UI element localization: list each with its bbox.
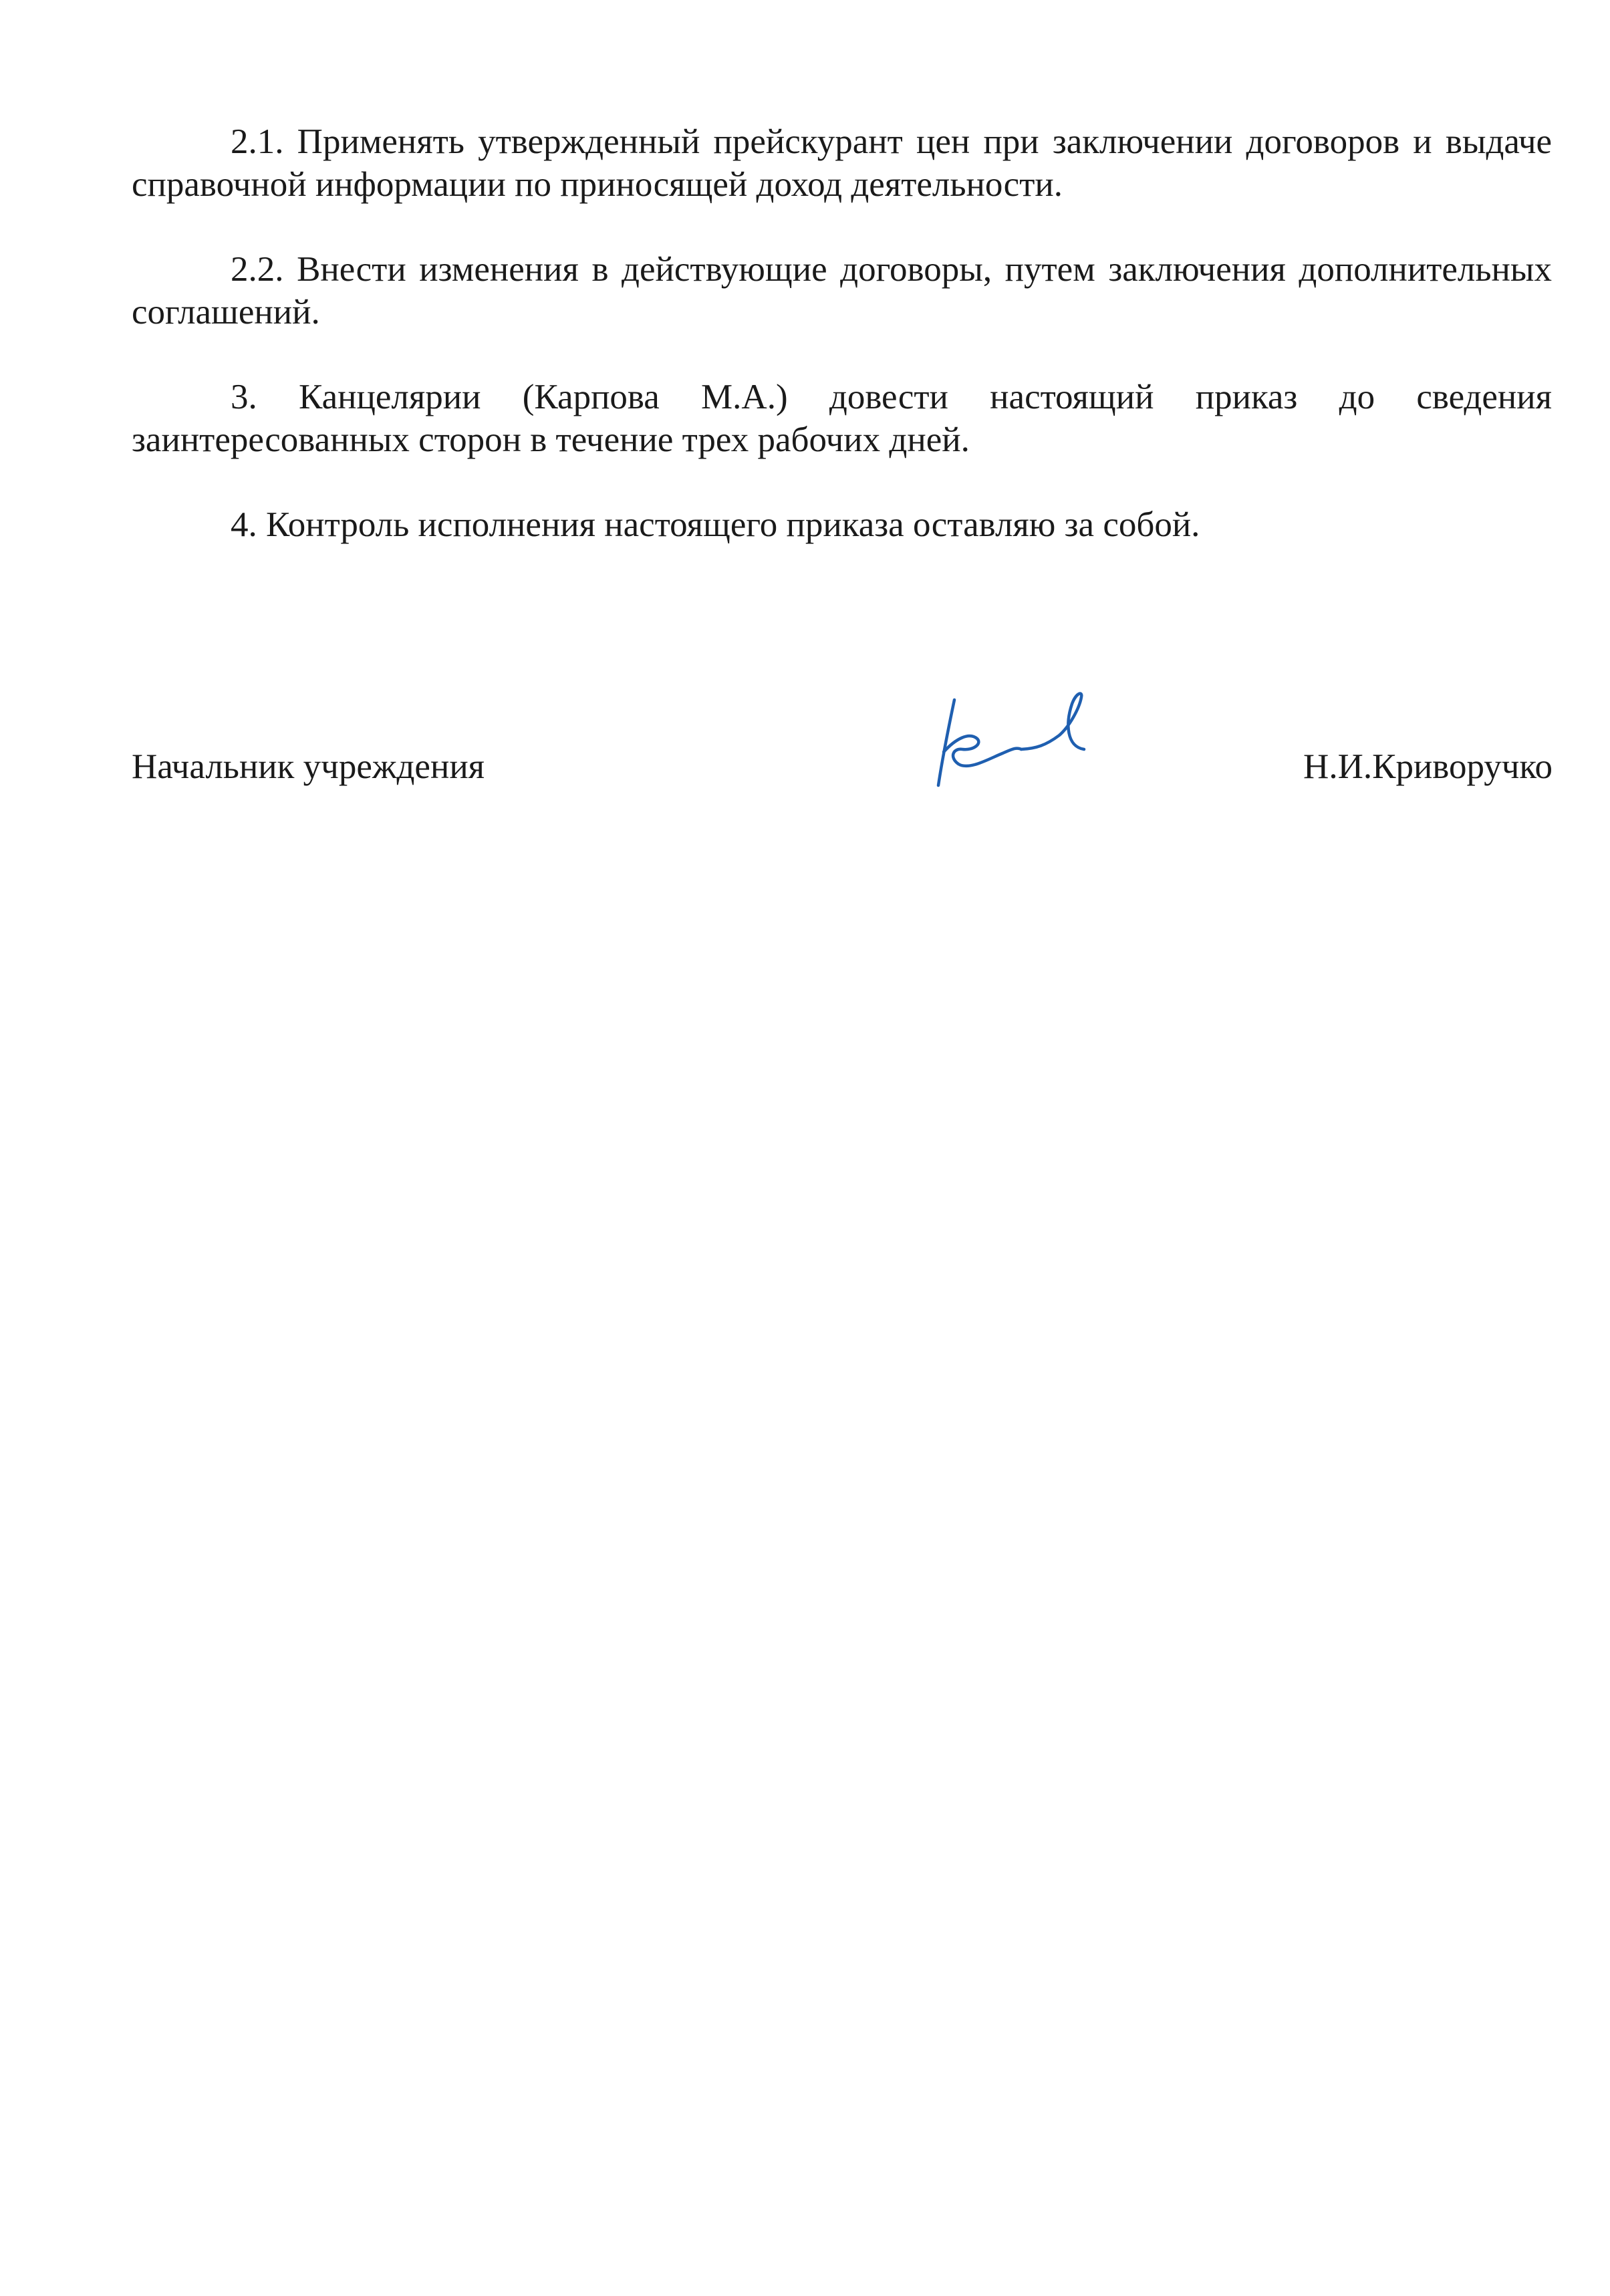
position-title: Начальник учреждения [132, 747, 485, 786]
paragraph-3: 3. Канцелярии (Карпова М.А.) довести настоящий приказ до сведения заинтересованных сторон в течение трех рабочих дней. [132, 378, 1552, 459]
signature-stroke-loop [944, 736, 1021, 766]
handwritten-signature [929, 685, 1096, 799]
paragraph-4: 4. Контроль исполнения настоящего приказа оставляю за собой. [231, 505, 1200, 544]
paragraph-2-1: 2.1. Применять утвержденный прейскурант цен при заключении договоров и выдаче справочной информации по приносящей доход деятельности. [132, 122, 1552, 204]
signer-name: Н.И.Криворучко [1303, 747, 1553, 786]
document-body [132, 120, 1552, 588]
signature-row [132, 745, 1552, 792]
paragraph-2-2: 2.2. Внести изменения в действующие договоры, путем заключения дополнительных соглашений. [132, 250, 1552, 332]
signature-stroke-tail [1021, 694, 1084, 749]
